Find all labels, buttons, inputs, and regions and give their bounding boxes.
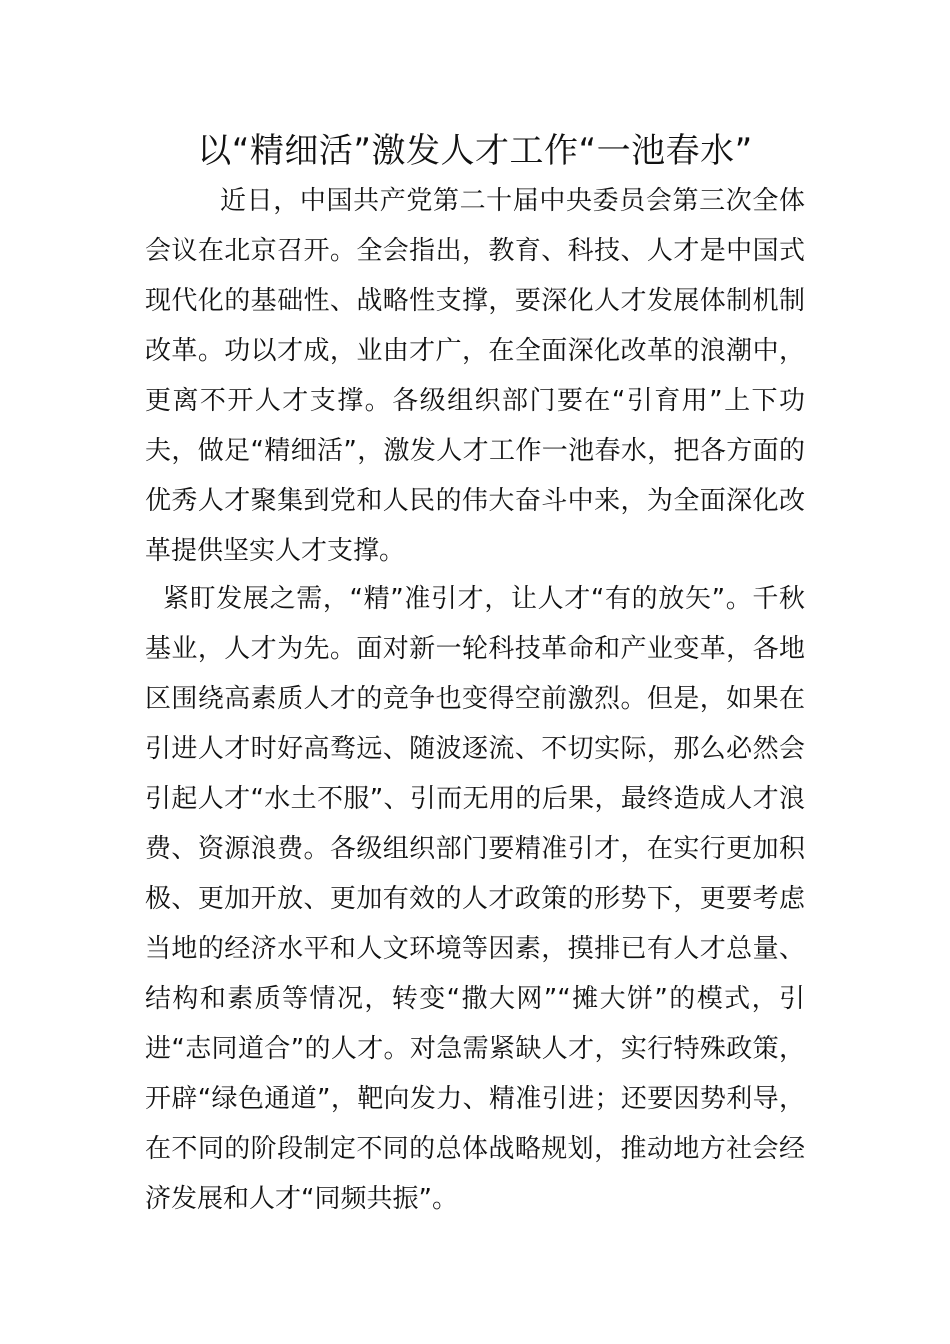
body-paragraph-2: 紧盯发展之需，“精”准引才，让人才“有的放矢”。千秋基业，人才为先。面对新一轮科技革命和产业变革，各地区围绕高素质人才的竞争也变得空前激烈。但是，如果在引进人才时好高骛远、随波逐流、不切实际，那么必然会引起人才“水土不服”、引而无用的后果，最终造成人才浪费、资源浪费。各级组织部门要精准引才，在实行更加积极、更加开放、更加有效的人才政策的形势下，更要考虑当地的经济水平和人文环境等因素，摸排已有人才总量、结构和素质等情况，转变“撒大网”“摊大饼”的模式，引进“志同道合”的人才。对急需紧缺人才，实行特殊政策，开辟“绿色通道”，靶向发力、精准引进；还要因势利导，在不同的阶段制定不同的总体战略规划，推动地方社会经济发展和人才“同频共振”。: [145, 584, 805, 1214]
document-title: 以“精细活”激发人才工作“一池春水”: [197, 131, 753, 171]
body-paragraph-1: 近日，中国共产党第二十届中央委员会第三次全体会议在北京召开。全会指出，教育、科技、人才是中国式现代化的基础性、战略性支撑，要深化人才发展体制机制改革。功以才成，业由才广，在全面深化改革的浪潮中，更离不开人才支撑。各级组织部门要在“引育用”上下功夫，做足“精细活”，激发人才工作一池春水，把各方面的优秀人才聚集到党和人民的伟大奋斗中来，为全面深化改革提供坚实人才支撑。: [145, 186, 805, 566]
